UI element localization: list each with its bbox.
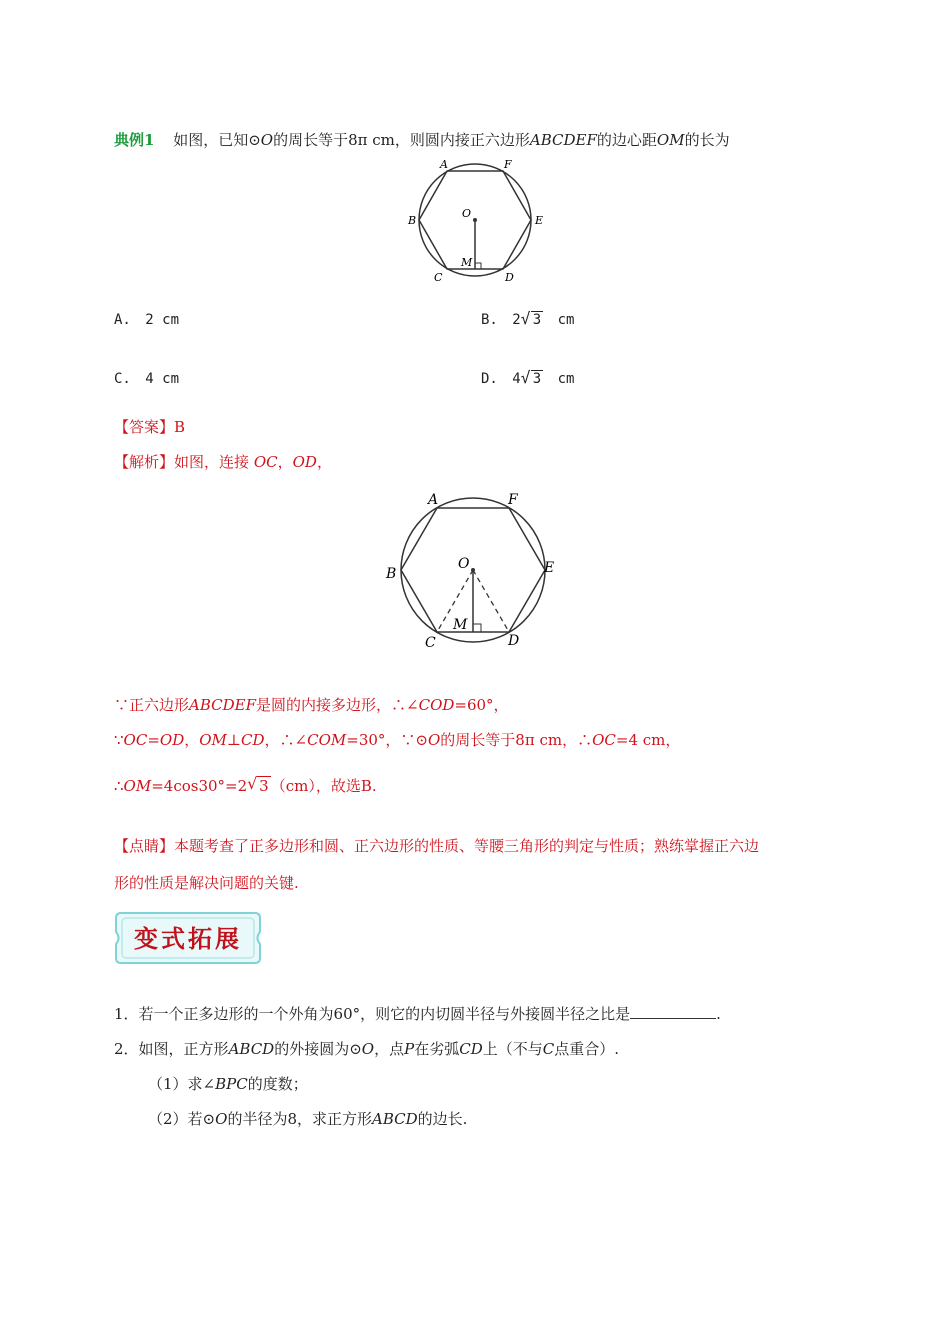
analysis-intro: [114, 451, 332, 472]
tip-line-1: [114, 835, 759, 856]
tip-text-1: 本题考查了正多边形和圆、正六边形的性质、等腰三角形的判定与性质；熟练掌握正六边: [174, 837, 760, 855]
analysis-line-2: [114, 729, 680, 750]
analysis-line-3: [114, 775, 377, 796]
analysis-od: OD: [292, 453, 317, 471]
option-d-unit: cm: [557, 371, 575, 387]
l3-radicand: 3: [259, 777, 269, 795]
q2-j: C: [542, 1040, 555, 1058]
q1-text: 若一个正多边形的一个外角为60°，则它的内切圆半径与外接圆半径之比是: [138, 1005, 631, 1023]
q22-b: O: [215, 1110, 228, 1128]
option-d-radicand: 3: [532, 371, 542, 387]
l2-a: ∵: [114, 731, 124, 749]
l2-f: OM: [199, 731, 227, 749]
l2-g: ⊥: [226, 731, 242, 749]
l1-b: ABCDEF: [189, 696, 257, 714]
option-a-text: 2 cm: [145, 312, 180, 328]
q-part-3: ABCDEF: [529, 131, 597, 149]
sqrt-sign: [521, 312, 543, 328]
option-b-unit: cm: [557, 312, 575, 328]
q2-f: P: [404, 1040, 415, 1058]
q1-end: .: [716, 1005, 721, 1023]
q1-num: 1．: [114, 1005, 139, 1023]
label-f: F: [508, 492, 518, 508]
example-question: [114, 129, 730, 150]
l2-h: CD: [241, 731, 265, 749]
option-d-coef: 4: [512, 371, 521, 387]
label-f: F: [504, 158, 512, 171]
analysis-sep: ，: [277, 453, 293, 471]
label-o: O: [462, 207, 472, 220]
l1-a: ∵正六边形: [114, 696, 190, 714]
label-e: E: [544, 560, 555, 576]
label-c: C: [434, 271, 443, 284]
analysis-oc: OC: [253, 453, 278, 471]
q-part-2: 的周长等于8π cm，则圆内接正六边形: [273, 131, 530, 149]
label-m: M: [453, 617, 468, 633]
q21-c: 的度数；: [247, 1075, 308, 1093]
option-b-coef: 2: [512, 312, 521, 328]
answer-value: B: [174, 418, 186, 436]
analysis-end: ，: [316, 453, 332, 471]
answer-blank[interactable]: [630, 1004, 716, 1019]
q22-d: ABCD: [371, 1110, 418, 1128]
q21-a: （1）求∠: [148, 1075, 216, 1093]
answer: [114, 416, 185, 437]
option-c[interactable]: [114, 371, 179, 387]
q21-b: BPC: [215, 1075, 248, 1093]
label-d: D: [505, 271, 514, 284]
label-a: A: [440, 158, 448, 171]
q2-e: ，点: [374, 1040, 405, 1058]
label-m: M: [461, 256, 473, 269]
l2-m: 的周长等于8π cm，∴: [440, 731, 593, 749]
l3-d: （cm），故选B.: [270, 777, 377, 795]
option-b-radicand: 3: [532, 312, 542, 328]
label-o: O: [458, 556, 470, 572]
l2-i: ，∴∠: [264, 731, 308, 749]
label-c: C: [425, 635, 436, 651]
l2-e: ，: [184, 731, 200, 749]
label-b: B: [386, 566, 397, 582]
tip-text-2: 形的性质是解决问题的关键.: [114, 874, 299, 892]
l2-o: =4 cm，: [615, 731, 681, 749]
q2-c: 的外接圆为⊙: [274, 1040, 362, 1058]
l1-d: COD: [418, 696, 455, 714]
exercise-1: [114, 1003, 721, 1024]
exercise-2-part-1: [148, 1073, 308, 1094]
l3-c: =4cos30°=2: [151, 777, 248, 795]
l2-l: O: [427, 731, 441, 749]
q2-h: CD: [459, 1040, 483, 1058]
q22-e: 的边长.: [417, 1110, 468, 1128]
option-c-text: 4 cm: [145, 371, 180, 387]
center-dot: [473, 218, 477, 222]
example-tag: 典例1: [114, 131, 155, 149]
section-badge: [115, 912, 261, 964]
label-a: A: [428, 492, 439, 508]
l2-j: COM: [307, 731, 347, 749]
l2-b: OC: [123, 731, 148, 749]
center-dot: [471, 568, 475, 572]
analysis-line-1: [114, 694, 509, 715]
hexagon-figure-1: [405, 155, 545, 285]
l2-c: =: [147, 731, 160, 749]
q2-a: 如图，正方形: [138, 1040, 229, 1058]
q2-num: 2．: [114, 1040, 139, 1058]
q2-k: 点重合）.: [554, 1040, 620, 1058]
l2-n: OC: [592, 731, 616, 749]
analysis-intro-text: 如图，连接: [174, 453, 250, 471]
label-d: D: [508, 633, 520, 649]
od-dashed: [473, 570, 509, 632]
l3-b: OM: [123, 777, 152, 795]
tip-line-2: [114, 872, 299, 893]
right-angle-mark: [473, 624, 481, 632]
q-part-0: 如图，已知⊙: [173, 131, 261, 149]
q22-c: 的半径为8，求正方形: [227, 1110, 372, 1128]
q2-i: 上（不与: [482, 1040, 543, 1058]
tip-label: 【点睛】: [114, 837, 175, 855]
q2-g: 在劣弧: [414, 1040, 460, 1058]
l1-e: =60°，: [454, 696, 509, 714]
option-a-letter: A.: [114, 312, 131, 328]
q-part-4: 的边心距: [596, 131, 657, 149]
q2-d: O: [361, 1040, 375, 1058]
section-title: 变式拓展: [134, 924, 242, 953]
option-d[interactable]: [481, 371, 574, 387]
exercise-2: [114, 1038, 619, 1059]
q-part-1: O: [260, 131, 274, 149]
analysis-label: 【解析】: [114, 453, 175, 471]
label-e: E: [535, 214, 544, 227]
sqrt-sign: [247, 777, 271, 795]
q-part-5: OM: [656, 131, 685, 149]
l1-c: 是圆的内接多边形，∴∠: [256, 696, 419, 714]
q22-a: （2）若⊙: [148, 1110, 216, 1128]
option-a[interactable]: [114, 312, 179, 328]
hexagon-figure-2: [382, 488, 567, 653]
label-b: B: [408, 214, 417, 227]
q-part-6: 的长为: [684, 131, 730, 149]
sqrt-sign: [521, 371, 543, 387]
option-d-letter: D.: [481, 371, 498, 387]
option-b[interactable]: [481, 312, 574, 328]
q2-b: ABCD: [228, 1040, 275, 1058]
l3-a: ∴: [114, 777, 124, 795]
l2-d: OD: [159, 731, 185, 749]
right-angle-mark: [475, 263, 481, 269]
option-c-letter: C.: [114, 371, 131, 387]
answer-label: 【答案】: [114, 418, 175, 436]
l2-k: =30°，∵⊙: [346, 731, 428, 749]
exercise-2-part-2: [148, 1108, 467, 1129]
option-b-letter: B.: [481, 312, 498, 328]
